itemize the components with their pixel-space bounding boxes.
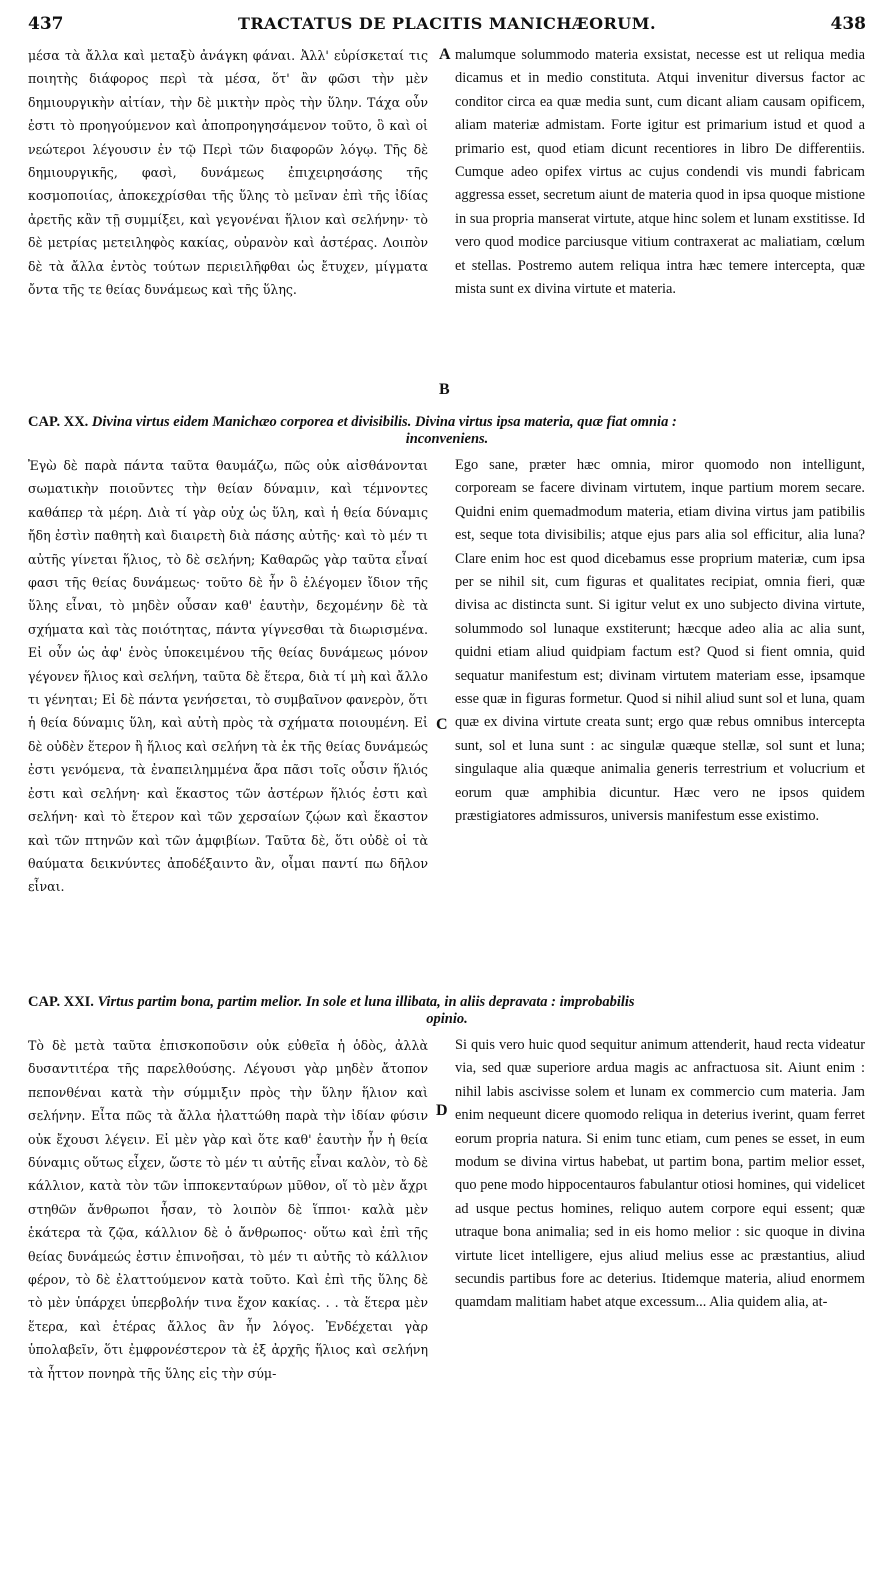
latin-column-chapter20: Ego sane, præter hæc omnia, miror quomodo non intelligunt, corpoream se facere divinam virtutem, inque partium morem secare. Quidni enim quemadmodum materia, etiam divina virtus jam patibilis est, seque tota divisibilis; atque ejus pars alia sol efficitur, alia luna? Clare enim hoc est quod dicebamus esse proprium materiæ, cum ipsa per se nihil sit, cum figuras et qualitates recipiat, omnia fieri, quæ divisa ac distincta sunt. Si igitur velut ex uno subjecto divina virtute, solummodo sol lunaque exstiterunt; hæcque adeo alia ac alia sunt, quidni etiam aliud quidpiam factum est? Quod si fient omnia, quid sequatur manifestum est; divinam virtutem materiam esse, ipsamque esse quæ in figuras formetur. Quod si nihil aliud sunt sol et luna, quam quæ ex divina virtute creata sunt; ergo quæ rebus omnibus intercepta sunt, sol et luna sunt : ac singulæ quæque stellæ, sol sunt et luna; singulaque alia quæque animalia generis terrestrium et volucrium et eorum quæ amphibia dicuntur. Hæc vero ne ipsos quidem præstigiatores admissuros, universis manifestum esse existimo. xyxy=(455,457,865,825)
margin-letter-c: C xyxy=(436,716,448,733)
greek-column-chapter21: Τὸ δὲ μετὰ ταῦτα ἐπισκοποῦσιν οὐκ εὐθεῖα ἡ ὁδὸς, ἀλλὰ δυσαντιτέρα τῆς παρελθούσης. Λέγουσι γὰρ μηδὲν ἄτοπον πεπονθέναι κατὰ τὴν σύμμιξιν πρὸς τὴν ὕλην ἥλιον καὶ σελήνην. Εἶτα πῶς τὰ ἄλλα ἠλαττώθη παρὰ τὴν ἰδίαν φύσιν οὐκ ἔχουσι λέγειν. Εἰ μὲν γὰρ καὶ ὅτε καθ' ἑαυτὴν ἦν ἡ θεία δύναμις οὕτως εἶχεν, ὥστε τὸ μέν τι αὐτῆς εἶναι καλὸν, τὸ δὲ κάλλιον, κατὰ τὸν τῶν ἱπποκενταύρων μῦθον, οἵ τὸ μὲν ἄχρι στηθῶν ἄνθρωποι ἦσαν, τὸ λοιπὸν δὲ ἵπποι· καλὰ μὲν ἑκάτερα τὰ ζῷα, κάλλιον δὲ ὁ ἄνθρωπος· οὕτω καὶ ἐπὶ τῆς θείας δυνάμεώς ἐστιν ἐπινοῆσαι, τὸ μέν τι αὐτῆς τὸ κάλλιον φέρον, τὸ δὲ ἐλαττούμενον κατὰ τοῦτο. Καὶ ἐπὶ τῆς ὕλης δὲ τὸ μὲν ὑπάρχει ὑπερβολήν τινα ἔχον κακίας. . . τὰ ἕτερα μὲν ἕτερα, καὶ ἑτέρας ἄλλος ἂν ἦν λόγος. Ἐνδέχεται γὰρ ὑπολαβεῖν, ὅτι ἐμφρονέστερον τὰ ἐξ ἀρχῆς ἥλιος καὶ σελήνη τὰ ἧττον πονηρὰ τῆς ὕλης εἰς τὴν σύμ- xyxy=(28,1038,428,1381)
chapter-21-heading xyxy=(28,994,866,1028)
page-number-right: 438 xyxy=(830,14,866,34)
chapter-20-number: CAP. XX. xyxy=(28,414,89,430)
latin-column-section1: malumque solummodo materia exsistat, necesse est ut reliqua media dicamus et in medio constituta. Atqui invenitur diversus factor ac conditor circa ea quæ media sunt, cum dicant aliam causam opificem, aliam materiæ admistam. Forte igitur est primarium istud et quod a primario est, quod etiam dicunt recentiores in libro De differentiis. Cumque adeo opifex virtus ac cujus condendi vis mundi fabricam aggressa esset, secretum aiunt de materia quod in ipsa quoque mistione in sua propria manserat virtute, atque hinc solem et lunam exstitisse. Id vero quod modice parciusque vitium contraxerat ac maliatiam, cœlum et stellas. Postremo autem reliqua intra hæc temere intercepta, quæ mista sunt ex divina virtute et materia. xyxy=(455,47,865,298)
margin-letter-d: D xyxy=(436,1102,448,1119)
greek-column-section1: μέσα τὰ ἄλλα καὶ μεταξὺ ἀνάγκη φάναι. Ἀλλ' εὑρίσκεταί τις ποιητὴς διάφορος περὶ τὰ μέσα, ὅτ' ἂν φῶσι τὴν μὲν δημιουργικὴν αἰτίαν, τὴν δὲ μικτὴν πρὸς τὴν ὕλην. Τάχα οὖν ἐστι τὸ προηγούμενον καὶ ἀποπροηγησάμενον τοῦτο, ὃ καὶ οἱ νεώτεροι λέγουσιν ἐν τῷ Περὶ τῶν διαφορῶν λόγῳ. Τῆς δὲ δημιουργικῆς, φασὶ, δυνάμεως ἐπιχειρησάσης τῆς κοσμοποιίας, ἀποκεχρίσθαι τῆς ὕλης τὸ μεῖναν ἐπὶ τῆς ἰδίας ἀρετῆς κἂν τῇ συμμίξει, καὶ γεγονέναι ἥλιον καὶ σελήνην· τὸ δὲ μετρίας μετειληφὸς κακίας, οὐρανὸν καὶ ἀστέρας. Λοιπὸν δὲ τὰ ἄλλα ἐντὸς τούτων περιειλῆφθαι ὡς ἔτυχεν, μίγματα ὄντα τῆς τε θείας δυνάμεως καὶ τῆς ὕλης. xyxy=(28,48,428,298)
chapter-20-heading xyxy=(28,414,866,448)
chapter-21-heading-text: Virtus partim bona, partim melior. In sole et luna illibata, in aliis depravata : improbabilis xyxy=(97,994,635,1010)
page-title: TRACTATUS DE PLACITIS MANICHÆORUM. xyxy=(237,14,657,33)
chapter-20-heading-continuation: inconveniens. xyxy=(405,431,489,447)
latin-column-chapter21: Si quis vero huic quod sequitur animum attenderit, haud recta videatur via, sed quæ superiore ardua magis ac anfractuosa sit. Aiunt enim : nihil labis ascivisse solem et lunam ex commercio cum materia. Jam enim nequeunt dicere quomodo reliqua in deterius iverint, quam ferret eorum propria natura. Si enim tunc etiam, cum penes se esset, in eum modum se divina virtus habebat, ut partim bona, partim melior esset, quo pene modo hippocentauros fabulantur otiosi homines, qui videlicet ad usque pectus homines, reliquo autem corpore equi essent; quæ utraque bona animalia; sed in eis homo melior : sic quoque in divina virtute licet intelligere, ejus aliud melius esse ac præstantius, aliud secundis partibus fore ac deterius. Itidemque materia, aliud enormem quamdam malitiam habet atque excessum... Alia quidem alia, at- xyxy=(455,1037,865,1311)
margin-letter-a: A xyxy=(439,46,451,63)
chapter-21-number: CAP. XXI. xyxy=(28,994,94,1010)
margin-letter-b: B xyxy=(439,381,450,398)
chapter-21-heading-continuation: opinio. xyxy=(426,1011,468,1027)
chapter-20-heading-text: Divina virtus eidem Manichæo corporea et divisibilis. Divina virtus ipsa materia, quæ fiat omnia : xyxy=(91,414,677,430)
greek-column-chapter20: Ἐγὼ δὲ παρὰ πάντα ταῦτα θαυμάζω, πῶς οὐκ αἰσθάνονται σωματικὴν ποιοῦντες τὴν θείαν δύναμιν, καὶ τέμνοντες καθάπερ τὰ μέρη. Διὰ τί γὰρ οὐχ ὡς ὕλη, καὶ ἡ θεία δύναμις ἤδη ἐστὶν παθητὴ καὶ διαιρετὴ διὰ πάσης αὐτῆς· καὶ τὸ μέν τι αὐτῆς γίνεται ἥλιος, τὸ δὲ σελήνη; Καθαρῶς γὰρ ταῦτα εἶναί φασι τῆς θείας δυνάμεως· τοῦτο δὲ ἦν ὃ ἐλέγομεν ἴδιον τῆς ὕλης εἶναι, τὸ μηδὲν οὖσαν καθ' ἑαυτὴν, δεχομένην δὲ τὰ σχήματα καὶ τὰς ποιότητας, πάντα γίγνεσθαι τὰ διωρισμένα. Εἰ οὖν ὡς ἀφ' ἑνὸς ὑποκειμένου τῆς θείας δυνάμεως μόνον γέγονεν ἥλιος καὶ σελήνη, ταῦτα δὲ ἕτερα, διὰ τί μὴ καὶ ἄλλο τι γένηται; Εἰ δὲ πάντα γενήσεται, τὸ συμβαῖνον φανερὸν, ὅτι ἡ θεία δύναμις ὕλη, καὶ αὐτὴ πρὸς τὰ σχήματα ποιουμένη. Εἰ δὲ οὐδὲν ἕτερον ἢ ἥλιος καὶ σελήνη τὰ ἐκ τῆς θείας δυνάμεώς ἐστι γενόμενα, τὰ ἐναπειλημμένα ἄρα πᾶσι τοῖς οὖσιν ἥλιός ἐστι καὶ σελήνη· καὶ ἕκαστος τῶν ἀστέρων ἥλιός ἐστι καὶ σελήνη· καὶ τὸ ἕτερον καὶ τῶν χερσαίων ζῴων καὶ ἕκαστον καὶ τῶν πτηνῶν καὶ τῶν ἀμφιβίων. Ταῦτα δὲ, ὅτι οὐδὲ οἱ τὰ θαύματα δεικνύντες ἀποδέξαιντο ἂν, οἶμαι παντί πω δῆλον εἶναι. xyxy=(28,458,428,895)
page-number-left: 437 xyxy=(28,14,64,34)
running-head xyxy=(28,14,866,40)
